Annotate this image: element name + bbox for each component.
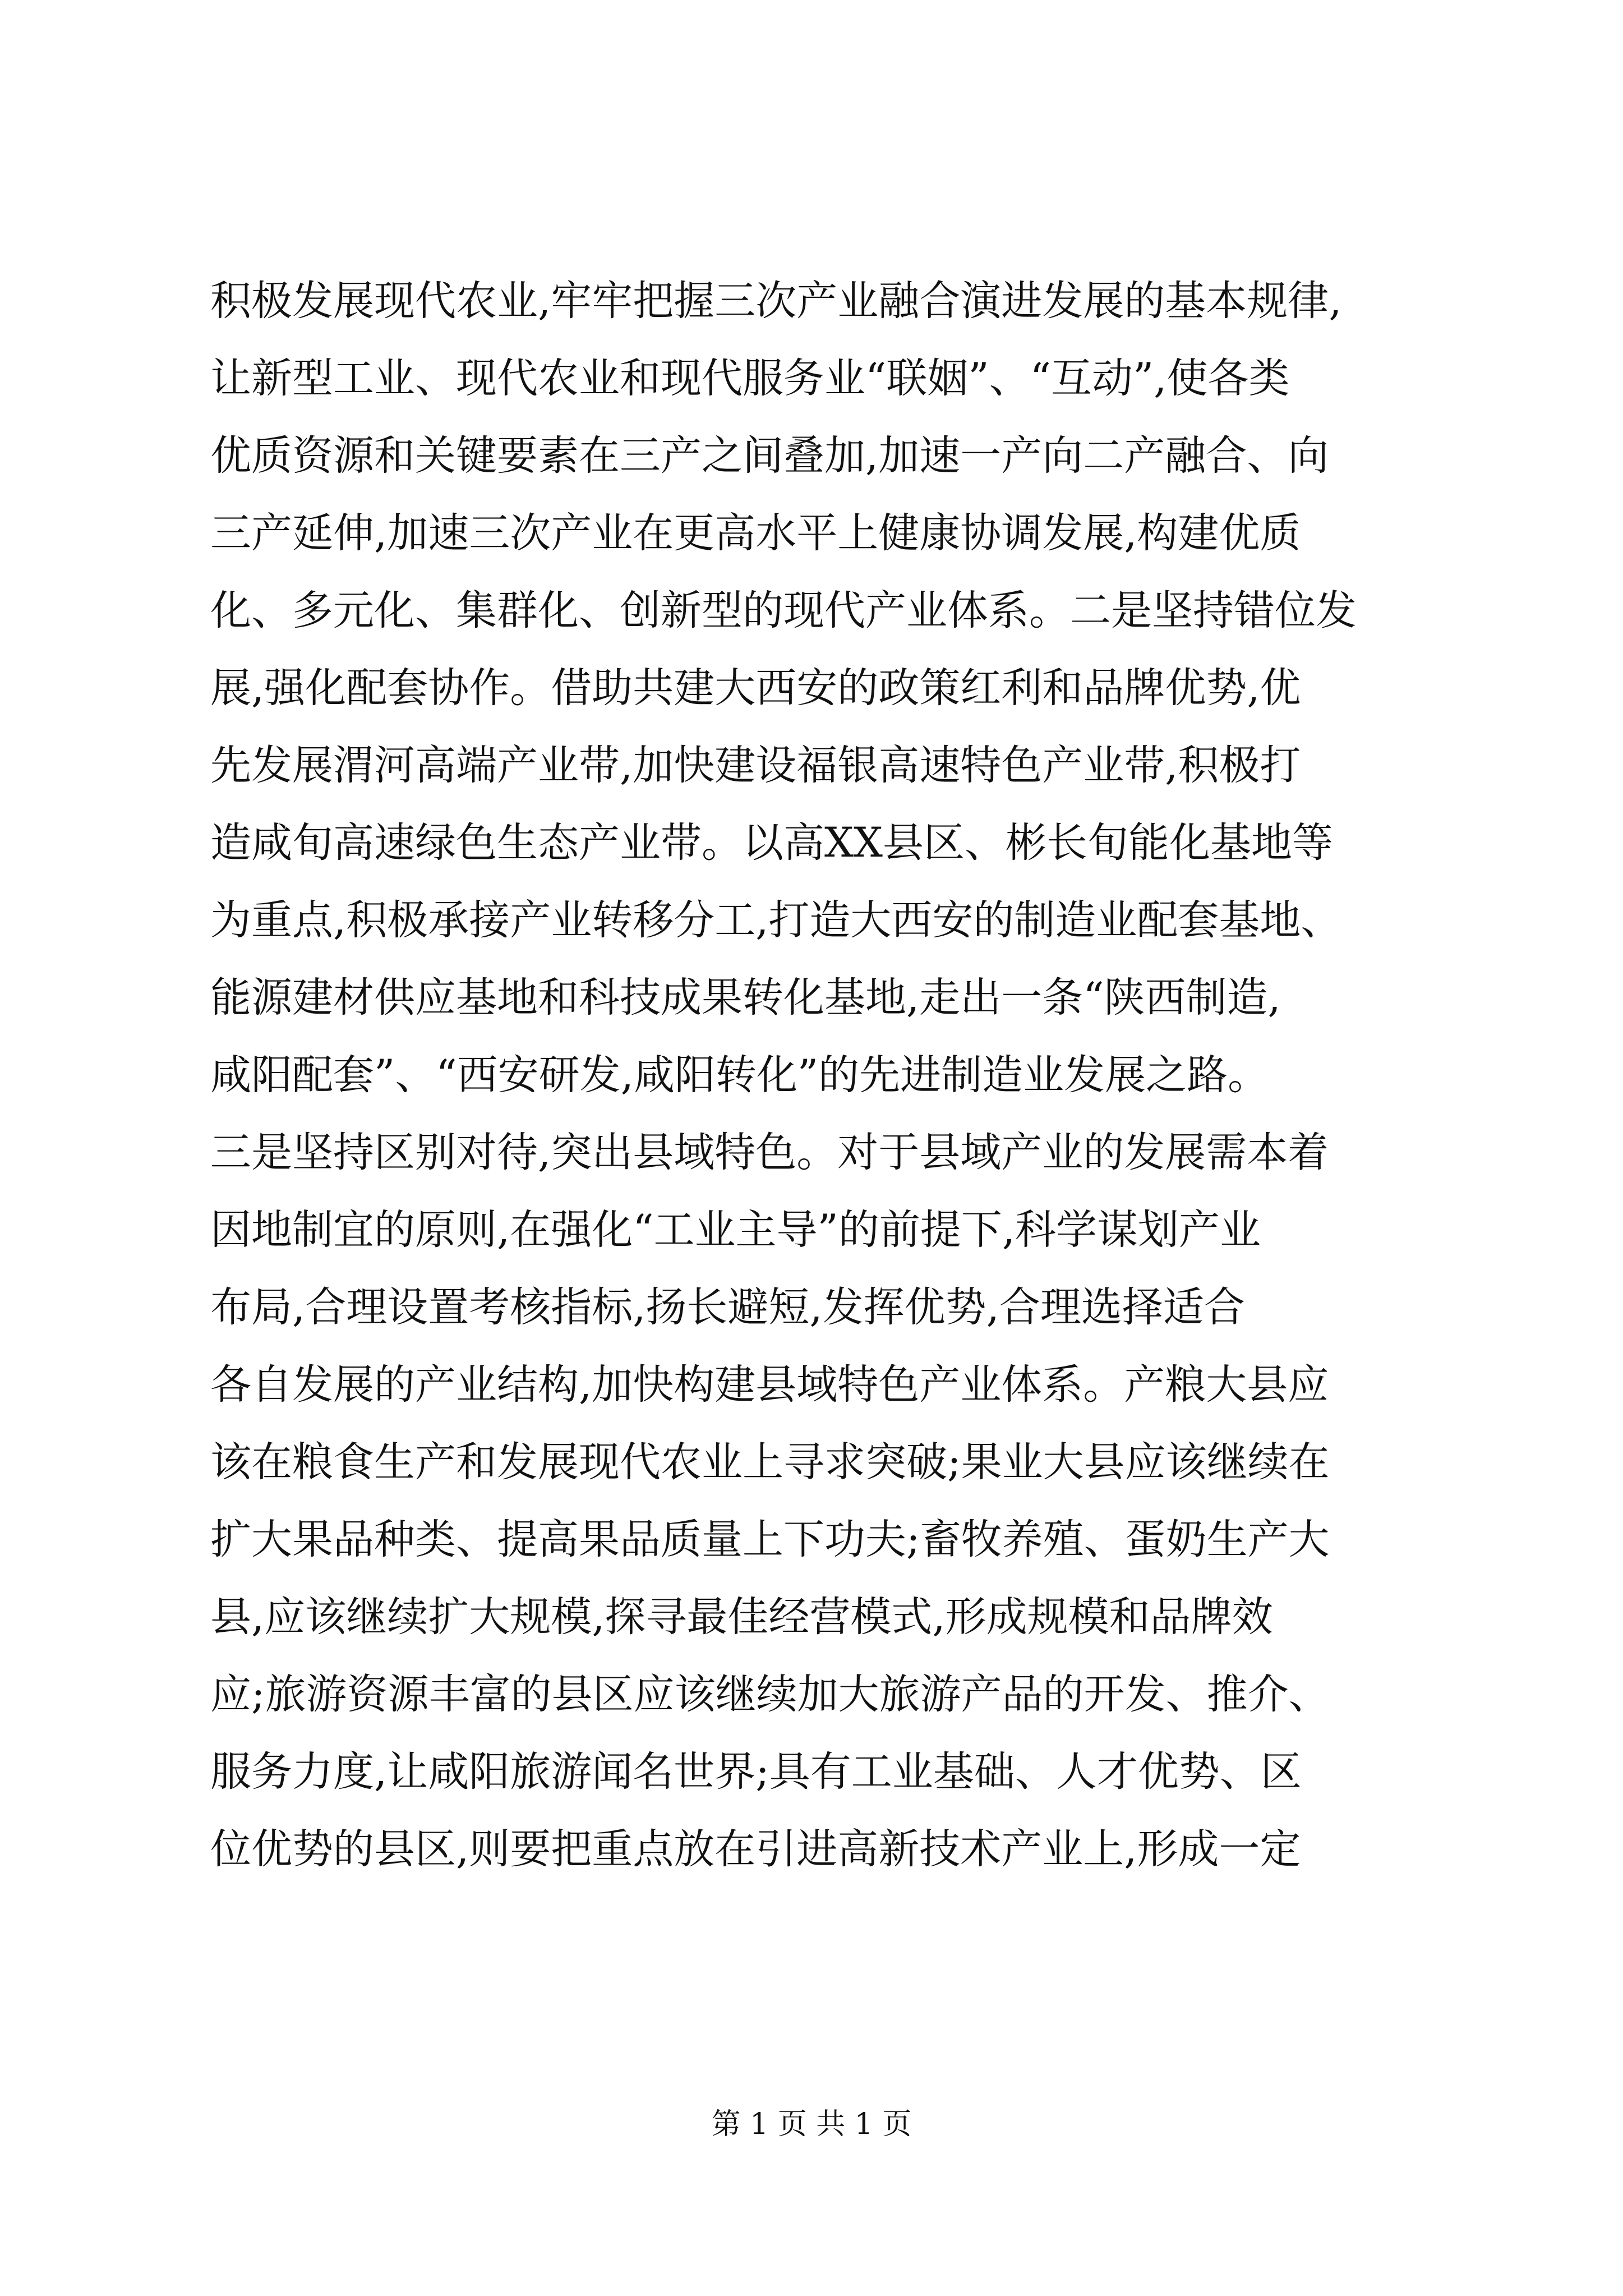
text-line: 三是坚持区别对待,突出县域特色。对于县域产业的发展需本着	[210, 1129, 1329, 1176]
text-line: 因地制宜的原则,在强化“工业主导”的前提下,科学谋划产业	[210, 1206, 1261, 1254]
text-line: 位优势的县区,则要把重点放在引进高新技术产业上,形成一定	[210, 1825, 1301, 1873]
body-text	[210, 263, 1433, 1888]
text-line: 积极发展现代农业,牢牢把握三次产业融合演进发展的基本规律,	[210, 277, 1342, 325]
text-line: 各自发展的产业结构,加快构建县域特色产业体系。产粮大县应	[210, 1361, 1329, 1409]
text-line: 先发展渭河高端产业带,加快建设福银高速特色产业带,积极打	[210, 742, 1301, 789]
text-line: 能源建材供应基地和科技成果转化基地,走出一条“陕西制造,	[210, 974, 1281, 1022]
text-line: 咸阳配套”、“西安研发,咸阳转化”的先进制造业发展之路。	[210, 1051, 1269, 1099]
text-line: 扩大果品种类、提高果品质量上下功夫;畜牧养殖、蛋奶生产大	[210, 1516, 1330, 1563]
text-line: 服务力度,让咸阳旅游闻名世界;具有工业基础、人才优势、区	[210, 1748, 1302, 1796]
text-line: 应;旅游资源丰富的县区应该继续加大旅游产品的开发、推介、	[210, 1671, 1330, 1718]
text-line: 县,应该继续扩大规模,探寻最佳经营模式,形成规模和品牌效	[210, 1593, 1273, 1641]
page-number: 第 1 页 共 1 页	[711, 2108, 912, 2141]
text-line: 该在粮食生产和发展现代农业上寻求突破;果业大县应该继续在	[210, 1438, 1330, 1486]
text-line: 让新型工业、现代农业和现代服务业“联姻”、“互动”,使各类	[210, 355, 1290, 402]
text-line: 为重点,积极承接产业转移分工,打造大西安的制造业配套基地、	[210, 896, 1342, 944]
text-line: 布局,合理设置考核指标,扬长避短,发挥优势,合理选择适合	[210, 1283, 1245, 1331]
text-line: 化、多元化、集群化、创新型的现代产业体系。二是坚持错位发	[210, 587, 1357, 634]
page-footer	[0, 2105, 1623, 2144]
text-line: 展,强化配套协作。借助共建大西安的政策红利和品牌优势,优	[210, 664, 1301, 712]
text-line: 造咸旬高速绿色生态产业带。以高XX县区、彬长旬能化基地等	[210, 819, 1333, 867]
text-line: 优质资源和关键要素在三产之间叠加,加速一产向二产融合、向	[210, 432, 1329, 480]
text-line: 三产延伸,加速三次产业在更高水平上健康协调发展,构建优质	[210, 509, 1301, 557]
